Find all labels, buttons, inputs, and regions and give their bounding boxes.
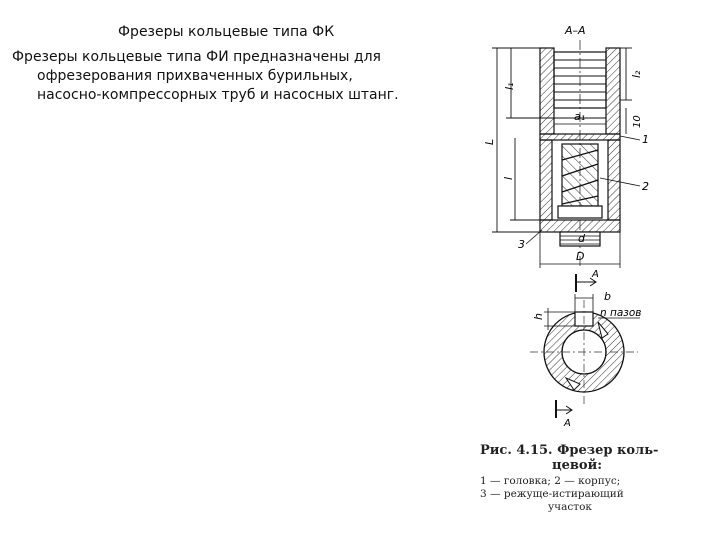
dim-l1: l₁ — [503, 82, 516, 90]
description-line-2: офрезерования прихваченных бурильных, — [37, 68, 353, 84]
description-line-1: Фрезеры кольцевые типа ФИ предназначены для — [12, 49, 381, 65]
section-arrow-bottom: A — [564, 418, 571, 429]
caption-title: Рис. 4.15. Фрезер коль- — [480, 443, 659, 458]
legend-line-1: 1 — головка; 2 — корпус; — [480, 475, 621, 487]
dim-a1: a₁ — [574, 110, 586, 123]
part-3-label: 3 — [518, 238, 525, 251]
dim-h: h — [532, 313, 545, 320]
description — [12, 48, 462, 105]
dim-d: d — [578, 232, 585, 245]
part-2-label: 2 — [642, 180, 649, 193]
legend-line-2: 3 — режуще-истирающий — [480, 488, 624, 500]
dim-b: b — [604, 290, 611, 303]
dim-l: l — [502, 176, 515, 180]
slots-label: n пазов — [600, 307, 642, 319]
caption-subtitle: цевой: — [552, 458, 603, 473]
dim-L: L — [483, 138, 496, 145]
caption-legend — [480, 475, 670, 514]
dim-10: 10 — [632, 115, 643, 128]
dim-l2: l₂ — [630, 70, 643, 78]
legend-line-3: участок — [548, 501, 592, 513]
part-1-label: 1 — [642, 133, 649, 146]
page-title: Фрезеры кольцевые типа ФК — [118, 24, 335, 40]
right-dimensions — [620, 48, 632, 134]
section-arrow-top: A — [592, 269, 599, 280]
figure-caption — [480, 443, 670, 514]
section-label: А–А — [565, 24, 586, 37]
description-line-3: насосно-компрессорных труб и насосных штанг. — [37, 87, 399, 103]
dim-D: D — [576, 250, 585, 263]
